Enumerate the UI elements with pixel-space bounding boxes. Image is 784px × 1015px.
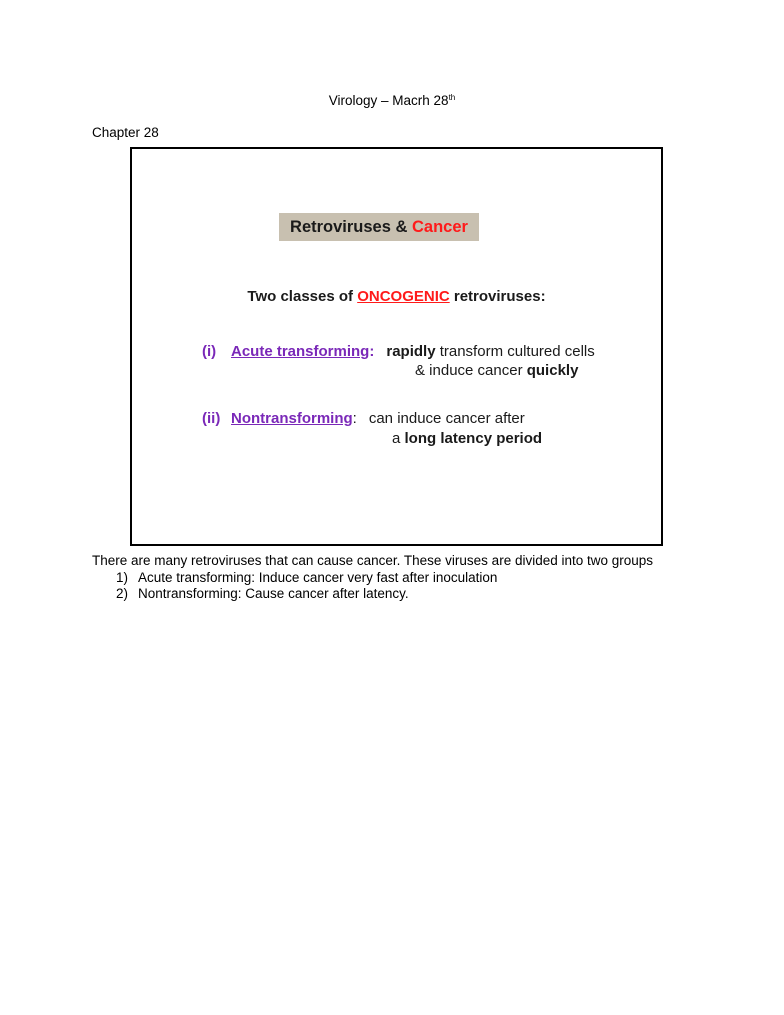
slide-item2-colon: : — [352, 410, 357, 427]
slide-item1-text2: & induce cancer — [415, 362, 527, 379]
slide-item2-bold: long latency period — [404, 430, 543, 447]
slide-item1-bold2: quickly — [526, 362, 579, 379]
slide-item2-text1: can induce cancer after — [368, 410, 525, 427]
chapter-heading: Chapter 28 — [92, 125, 159, 140]
slide-item2-line1 — [202, 410, 525, 427]
list-item-text: Acute transforming: Induce cancer very fast after inoculation — [138, 570, 498, 585]
list-item-number: 2) — [116, 586, 129, 601]
page-title — [0, 93, 784, 108]
slide-title — [279, 213, 479, 241]
slide-title-part2: Cancer — [412, 218, 468, 236]
slide-title-part1: Retroviruses & — [290, 218, 412, 236]
slide-item1-term: Acute transforming — [231, 343, 370, 360]
slide-item1-bold1: rapidly — [386, 343, 436, 360]
slide-item1-num: (i) — [202, 343, 217, 360]
slide-item2-line2 — [392, 430, 542, 447]
page-title-text: Virology – Macrh 28 — [328, 93, 449, 108]
slide-item1-line2 — [415, 362, 578, 379]
slide-image — [130, 147, 663, 546]
list-item — [116, 586, 409, 601]
slide-item2-num: (ii) — [202, 410, 221, 427]
body-paragraph: There are many retroviruses that can cause cancer. These viruses are divided into two groups — [92, 553, 654, 568]
slide-item1-text1: transform cultured cells — [435, 343, 595, 360]
page-title-superscript: th — [448, 93, 456, 102]
slide-subtitle-part1: Two classes of — [247, 288, 358, 305]
slide-item1-line1 — [202, 343, 595, 360]
slide-subtitle-part3: retroviruses: — [449, 288, 546, 305]
slide-subtitle — [132, 288, 661, 305]
slide-item2-term: Nontransforming — [231, 410, 353, 427]
slide-item2-text2: a — [392, 430, 405, 447]
list-item — [116, 570, 497, 585]
list-item-text: Nontransforming: Cause cancer after latency. — [138, 586, 409, 601]
slide-subtitle-oncogenic: ONCOGENIC — [357, 288, 450, 305]
list-item-number: 1) — [116, 570, 129, 585]
slide-item1-colon: : — [369, 343, 375, 360]
